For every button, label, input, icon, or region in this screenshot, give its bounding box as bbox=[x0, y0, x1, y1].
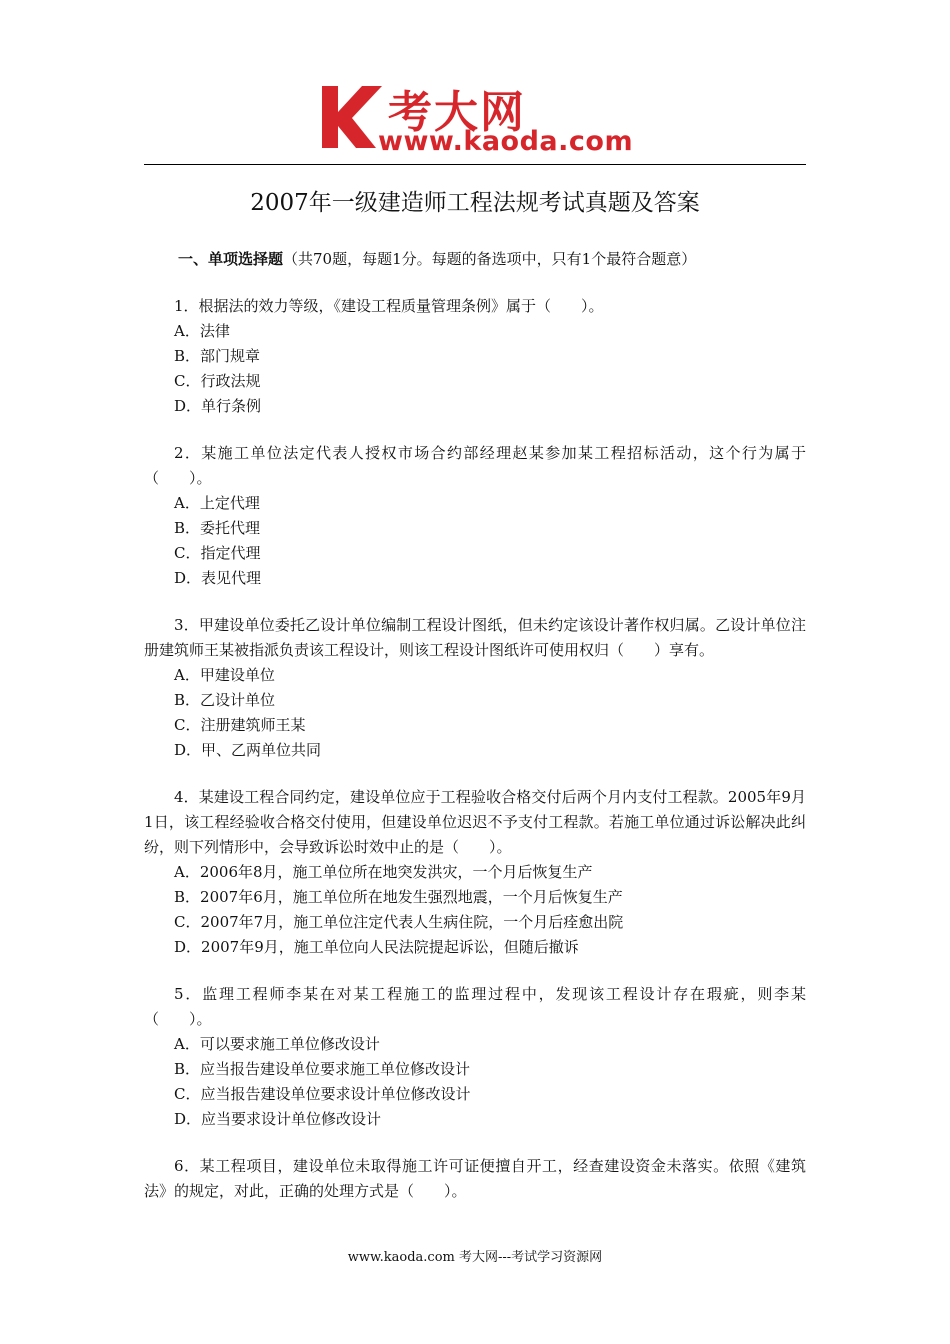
option-b: B．2007年6月，施工单位所在地发生强烈地震，一个月后恢复生产 bbox=[174, 888, 623, 906]
option-a: A．甲建设单位 bbox=[174, 666, 275, 684]
option-c: C．指定代理 bbox=[174, 544, 261, 562]
logo-brand-text: 考大网 bbox=[388, 87, 526, 138]
option-a: A．上定代理 bbox=[174, 494, 260, 512]
question-stem: 1．根据法的效力等级，《建设工程质量管理条例》属于（ ）。 bbox=[174, 297, 604, 315]
section-label: 一、单项选择题 bbox=[178, 250, 284, 268]
option-b: B．应当报告建设单位要求施工单位修改设计 bbox=[174, 1060, 471, 1078]
question-stem: 3．甲建设单位委托乙设计单位编制工程设计图纸，但未约定该设计著作权归属。乙设计单位注册建筑师王某被指派负责该工程设计，则该工程设计图纸许可使用权归（ ）享有。 bbox=[144, 616, 806, 659]
k-logo-icon bbox=[316, 82, 386, 154]
question-2 bbox=[144, 441, 806, 591]
question-1 bbox=[144, 294, 806, 419]
question-stem: 2．某施工单位法定代表人授权市场合约部经理赵某参加某工程招标活动，这个行为属于（ ）。 bbox=[144, 444, 806, 487]
header-rule bbox=[144, 164, 806, 165]
option-c: C．行政法规 bbox=[174, 372, 261, 390]
option-c: C．2007年7月，施工单位注定代表人生病住院，一个月后痊愈出院 bbox=[174, 913, 624, 931]
option-d: D．表见代理 bbox=[174, 569, 262, 587]
option-c: C．应当报告建设单位要求设计单位修改设计 bbox=[174, 1085, 471, 1103]
option-b: B．乙设计单位 bbox=[174, 691, 276, 709]
option-a: A．法律 bbox=[174, 322, 230, 340]
option-d: D．甲、乙两单位共同 bbox=[174, 741, 322, 759]
question-6 bbox=[144, 1154, 806, 1204]
option-d: D．单行条例 bbox=[174, 397, 262, 415]
question-4 bbox=[144, 785, 806, 960]
option-a: A．可以要求施工单位修改设计 bbox=[174, 1035, 380, 1053]
section-description: （共70题，每题1分。每题的备选项中，只有1个最符合题意） bbox=[283, 250, 697, 268]
option-c: C．注册建筑师王某 bbox=[174, 716, 306, 734]
question-3 bbox=[144, 613, 806, 763]
page-footer: www.kaoda.com 考大网---考试学习资源网 bbox=[347, 1250, 603, 1265]
question-stem: 4．某建设工程合同约定，建设单位应于工程验收合格交付后两个月内支付工程款。2005年9月1日，该工程经验收合格交付使用，但建设单位迟迟不予支付工程款。若施工单位通过诉讼解决此纠纷，则下列情形中，会导致诉讼时效中止的是（ ）。 bbox=[144, 788, 806, 856]
option-d: D．应当要求设计单位修改设计 bbox=[174, 1110, 382, 1128]
option-d: D．2007年9月，施工单位向人民法院提起诉讼，但随后撤诉 bbox=[174, 938, 579, 956]
kaoda-logo bbox=[316, 78, 646, 160]
document-body bbox=[144, 247, 806, 1226]
question-stem: 5．监理工程师李某在对某工程施工的监理过程中，发现该工程设计存在瑕疵，则李某（ ）。 bbox=[144, 985, 806, 1028]
option-a: A．2006年8月，施工单位所在地突发洪灾，一个月后恢复生产 bbox=[174, 863, 593, 881]
question-5 bbox=[144, 982, 806, 1132]
option-b: B．部门规章 bbox=[174, 347, 261, 365]
question-stem: 6．某工程项目，建设单位未取得施工许可证便擅自开工，经查建设资金未落实。依照《建筑法》的规定，对此，正确的处理方式是（ ）。 bbox=[144, 1157, 806, 1200]
document-title: 2007年一级建造师工程法规考试真题及答案 bbox=[250, 190, 700, 216]
section-heading bbox=[144, 247, 806, 272]
option-b: B．委托代理 bbox=[174, 519, 261, 537]
logo-url-text: www.kaoda.com bbox=[378, 126, 634, 157]
